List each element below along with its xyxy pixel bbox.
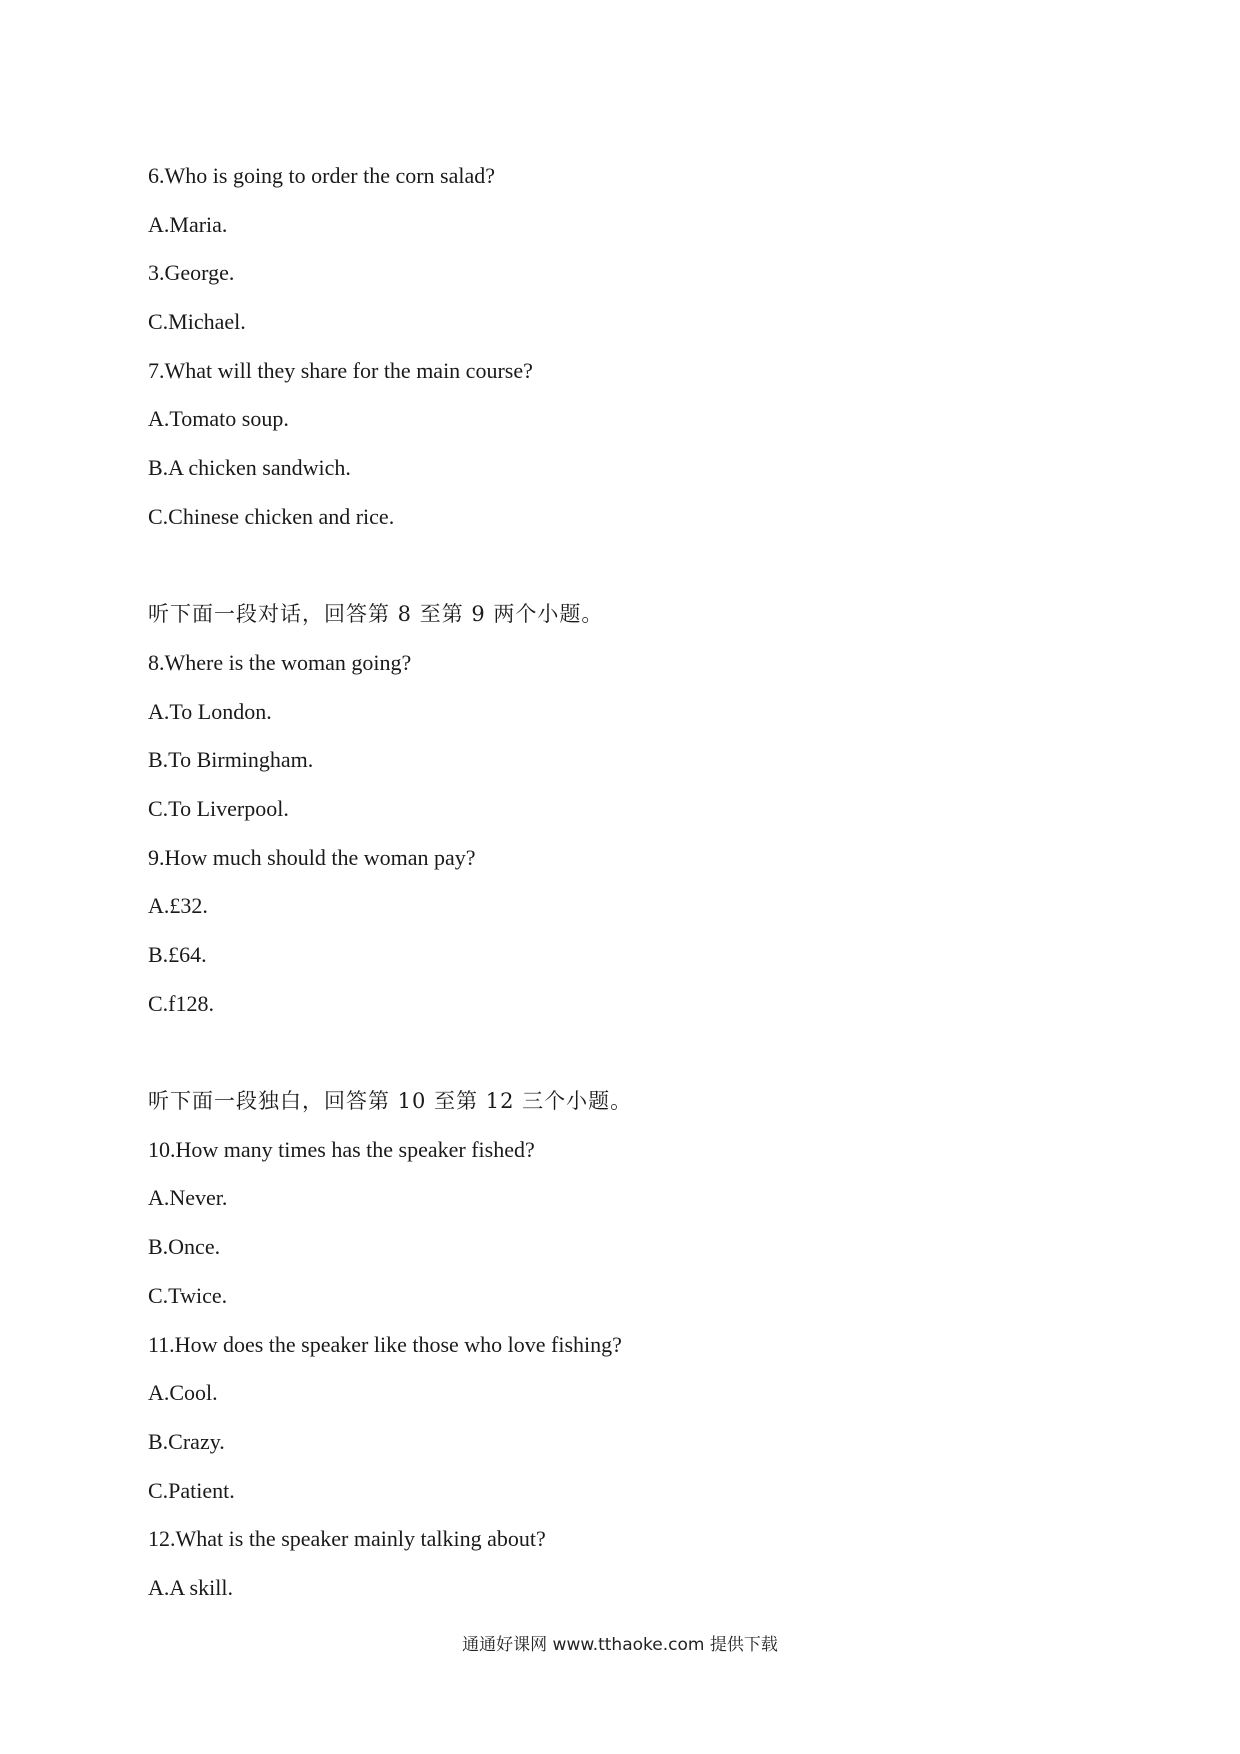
option-7b: B.A chicken sandwich.: [148, 455, 351, 481]
option-10c: C.Twice.: [148, 1282, 228, 1308]
section-title-monologue: 听下面一段独白，回答第 10 至第 12 三个小题。: [148, 1089, 633, 1114]
option-11c: C.Patient.: [148, 1477, 235, 1503]
section-spacer: [148, 542, 1108, 591]
question-7: 7.What will they share for the main course?: [148, 357, 533, 383]
option-9b: B.£64.: [148, 942, 207, 967]
option-7c: C.Chinese chicken and rice.: [148, 503, 395, 529]
question-9: 9.How much should the woman pay?: [148, 844, 476, 870]
option-6b: 3.George.: [148, 260, 235, 286]
option-9a: A.£32.: [148, 893, 208, 919]
option-8c: C.To Liverpool.: [148, 795, 289, 821]
question-list: [148, 152, 1108, 1613]
option-10a: A.Never.: [148, 1185, 228, 1211]
question-8: 8.Where is the woman going?: [148, 649, 412, 675]
option-8b: B.To Birmingham.: [148, 747, 314, 773]
option-12a: A.A skill.: [148, 1574, 233, 1600]
option-6a: A.Maria.: [148, 211, 228, 237]
option-10b: B.Once.: [148, 1234, 221, 1260]
option-11a: A.Cool.: [148, 1380, 218, 1406]
question-11: 11.How does the speaker like those who love fishing?: [148, 1331, 622, 1357]
question-10: 10.How many times has the speaker fished?: [148, 1136, 535, 1162]
option-9c: C.f128.: [148, 990, 214, 1016]
section-title-dialogue: 听下面一段对话，回答第 8 至第 9 两个小题。: [148, 602, 604, 627]
option-8a: A.To London.: [148, 698, 272, 724]
option-7a: A.Tomato soup.: [148, 406, 289, 432]
question-12: 12.What is the speaker mainly talking about?: [148, 1526, 546, 1552]
option-11b: B.Crazy.: [148, 1428, 225, 1454]
option-6c: C.Michael.: [148, 309, 246, 335]
page-footer: 通通好课网 www.tthaoke.com 提供下载: [462, 1635, 778, 1655]
question-6: 6.Who is going to order the corn salad?: [148, 163, 496, 188]
section-spacer: [148, 1028, 1108, 1077]
